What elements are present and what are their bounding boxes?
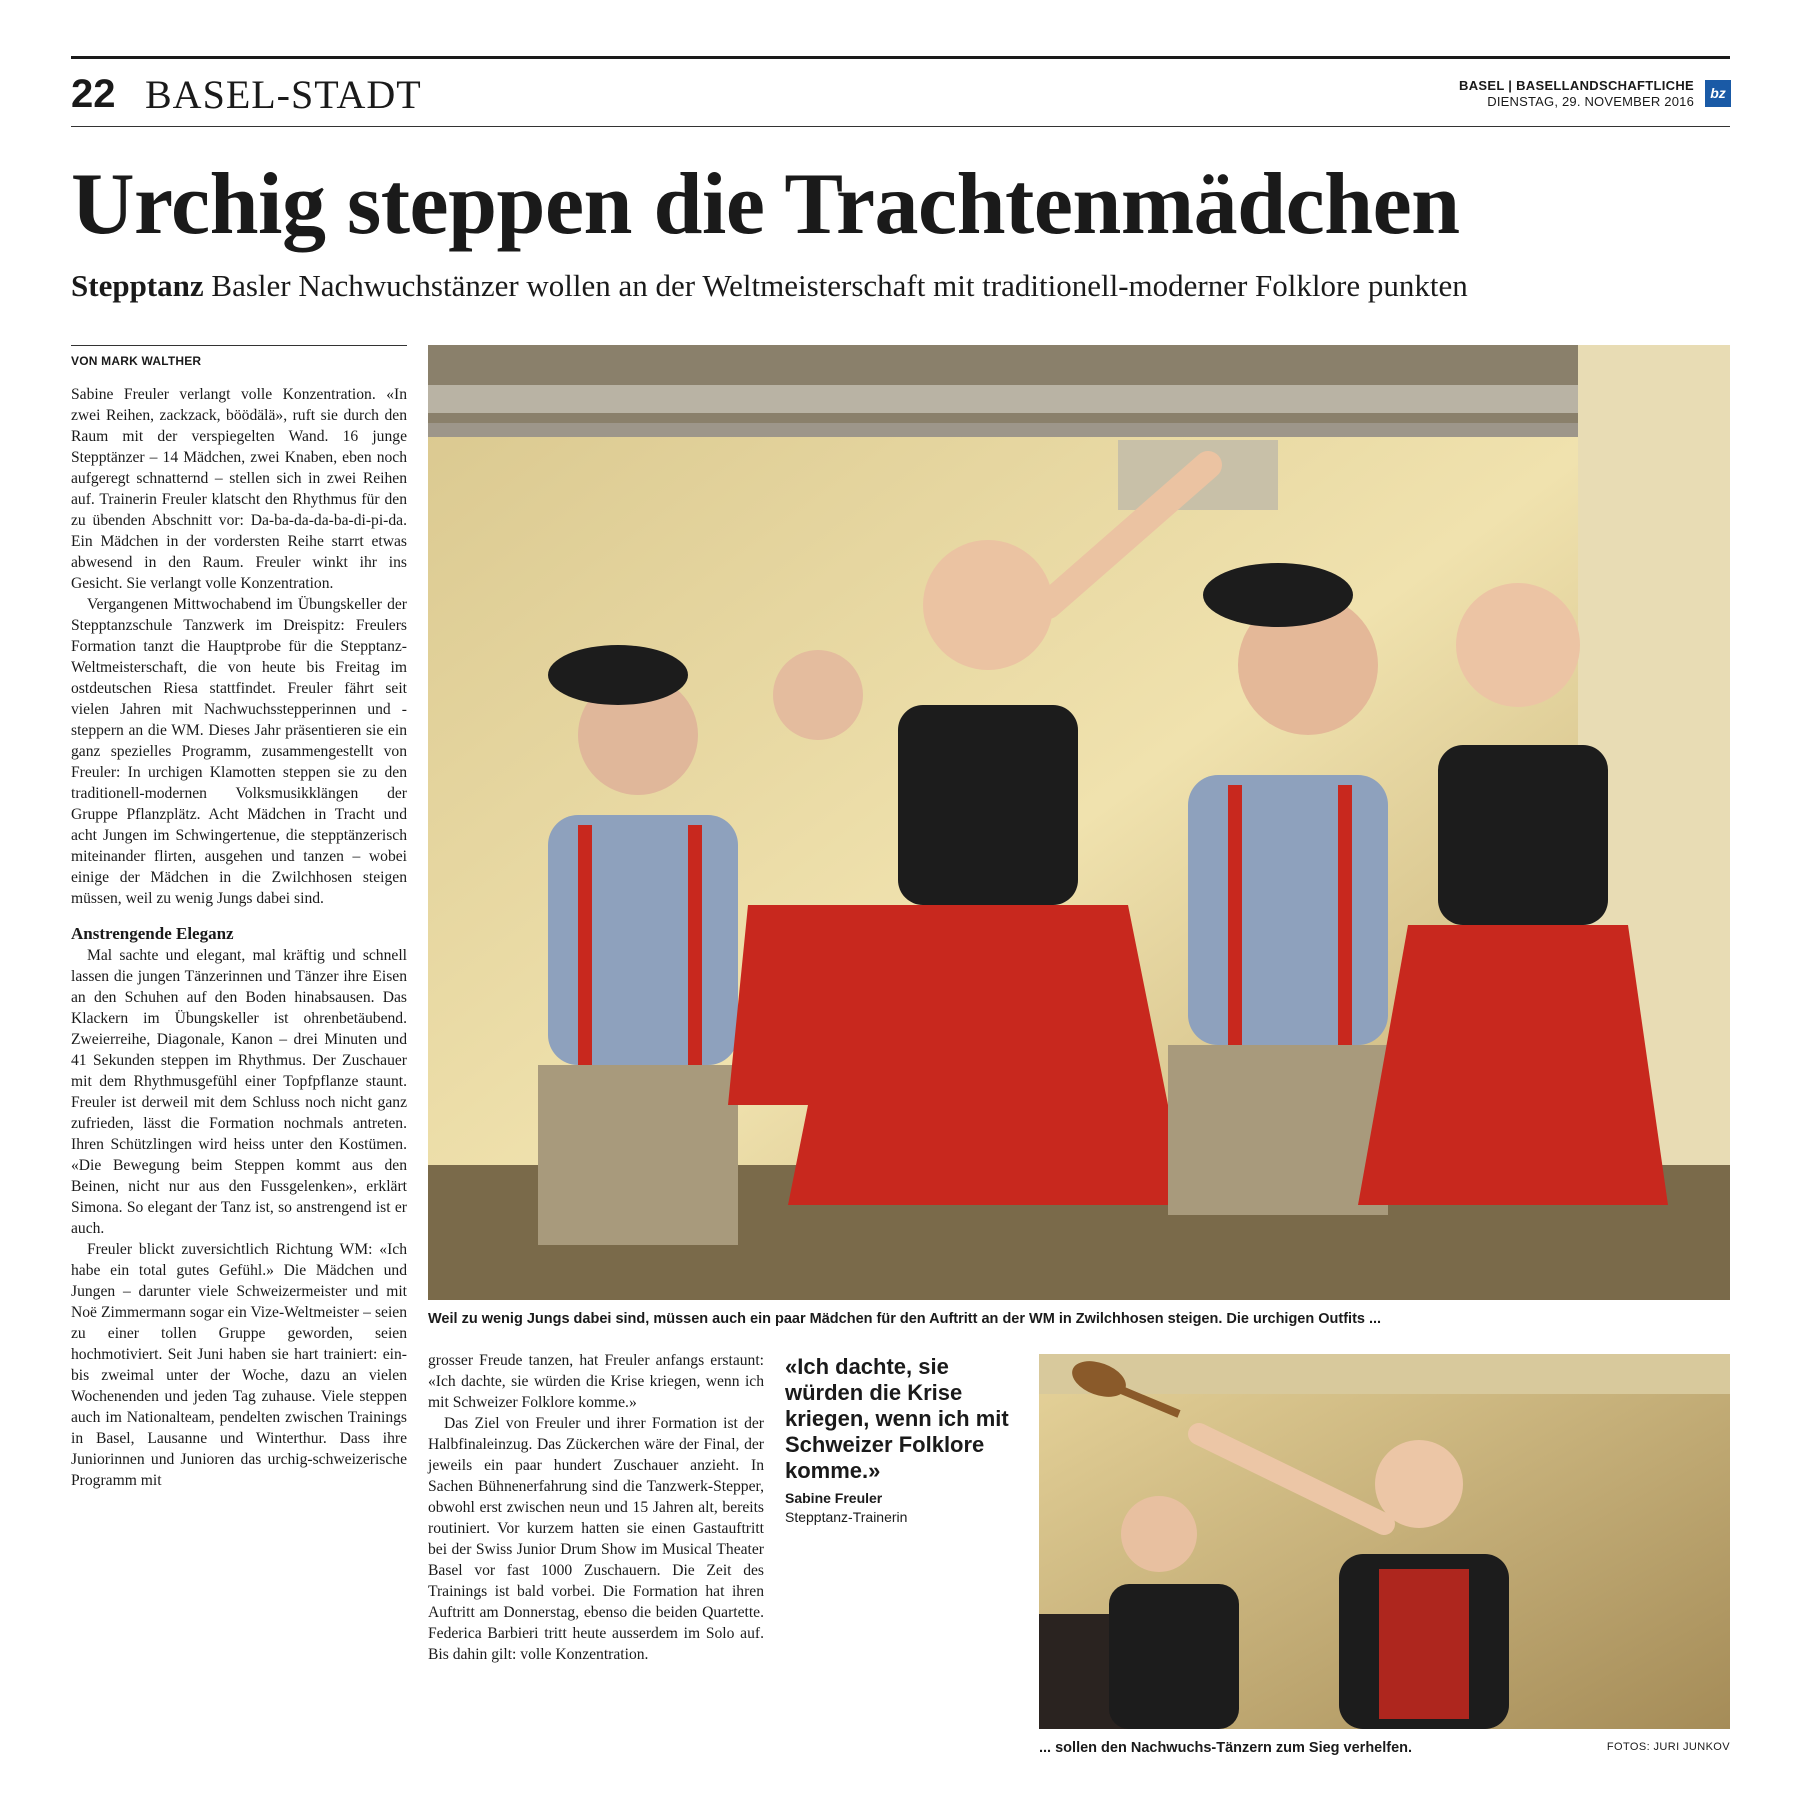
second-photo-caption: ... sollen den Nachwuchs-Tänzern zum Sieg verhelfen. bbox=[1039, 1740, 1413, 1756]
article-headline: Urchig steppen die Trachtenmädchen bbox=[71, 156, 1460, 253]
paragraph: grosser Freude tanzen, hat Freuler anfangs erstaunt: «Ich dachte, sie würden die Krise kriegen, wenn ich mit Schweizer Folklore komme.» bbox=[428, 1352, 764, 1411]
spoon-dancers-photo-illustration bbox=[1039, 1354, 1730, 1729]
masthead bbox=[1459, 78, 1728, 110]
page-number: 22 bbox=[71, 72, 116, 116]
pull-quote: «Ich dachte, sie würden die Krise kriegen, wenn ich mit Schweizer Folklore komme.» bbox=[785, 1354, 1009, 1483]
byline-rule bbox=[71, 345, 407, 346]
subheadline-text: Basler Nachwuchstänzer wollen an der Weltmeisterschaft mit traditionell-moderner Folklore punkten bbox=[211, 268, 1468, 303]
byline: VON MARK WALTHER bbox=[71, 354, 202, 368]
paragraph: Freuler blickt zuversichtlich Richtung WM: «Ich habe ein total gutes Gefühl.» Die Mädchen und Jungen – darunter viele Schweizermeister und mit Noë Zimmermann sogar ein Vize-Weltmeister – seien zu einer tollen Gruppe geworden, seien hochmotiviert. Seit Juni haben sie hart trainiert: ein- bis zweimal unter der Woche, dazu an vielen Wochenenden und jeden Tag zuhause. Viele steppen auch im Nationalteam, pendelten zwischen Trainings in Basel, Lausanne und Winterthur. Dass ihre Juniorinnen und Junioren das urchig-schweizerische Programm mit bbox=[71, 1241, 407, 1489]
paragraph: Das Ziel von Freuler und ihrer Formation ist der Halbfinaleinzug. Das Zückerchen wäre der Final, der jeweils ein paar hundert Zuschauer anzieht. In Sachen Bühnenerfahrung sind die Tanzwerk-Stepper, obwohl erst zwischen neun und 15 Jahren alt, bereits routiniert. Vor kurzem hatten sie einen Gastauftritt bei der Swiss Junior Drum Show im Musical Theater Basel vor fast 1000 Zuschauern. Die Zeit des Trainings ist bald vorbei. Die Formation hat ihren Auftritt am Donnerstag, ebenso die beiden Quartette. Federica Barbieri tritt heute ausserdem im Solo auf. Bis dahin gilt: volle Konzentration. bbox=[428, 1415, 764, 1663]
header-rule bbox=[71, 126, 1730, 127]
main-photo bbox=[428, 345, 1730, 1300]
article-subheadline bbox=[71, 266, 1468, 306]
photo-credit: FOTOS: JURI JUNKOV bbox=[1606, 1741, 1730, 1753]
article-column-1 bbox=[71, 384, 407, 1491]
paper-name: BASEL | BASELLANDSCHAFTLICHE bbox=[1459, 78, 1694, 93]
paragraph: Mal sachte und elegant, mal kräftig und schnell lassen die jungen Tänzerinnen und Tänzer ihre Eisen an den Schuhen auf den Boden hinabsausen. Das Klackern im Übungskeller ist ohrenbetäubend. Zweierreihe, Diagonale, Kanon – drei Minuten und 41 Sekunden steppen im Rhythmus. Der Zuschauer mit dem Rhythmusgefühl einer Topfpflanze staunt. Freuler ist derweil mit dem Schluss noch nicht ganz zufrieden, lässt die Formation nochmals antreten. Ihren Schützlingen wird heiss unter den Kostümen. «Die Bewegung beim Steppen kommt aus den Beinen, nicht nur aus den Fussgelenken», erklärt Simona. So elegant der Tanz ist, so anstrengend ist er auch. bbox=[71, 947, 407, 1237]
main-photo-caption: Weil zu wenig Jungs dabei sind, müssen auch ein paar Mädchen für den Auftritt an der WM in Zwilchhosen steigen. Die urchigen Outfits ... bbox=[428, 1311, 1382, 1327]
paragraph: Sabine Freuler verlangt volle Konzentration. «In zwei Reihen, zackzack, böödälä», ruft sie durch den Raum mit der verspiegelten Wand. 16 junge Stepptänzer – 14 Mädchen, zwei Knaben, eben noch aufgeregt schnatternd – stellen sich in zwei Reihen auf. Trainerin Freuler klatscht den Rhythmus für den zu übenden Abschnitt vor: Da-ba-da-da-ba-di-pi-da. Ein Mädchen in der vordersten Reihe starrt etwas abwesend in den Raum. Freuler winkt ihr ins Gesicht. Sie verlangt volle Konzentration. bbox=[71, 386, 407, 592]
article-column-2 bbox=[428, 1350, 764, 1665]
quote-author: Sabine Freuler bbox=[785, 1490, 883, 1506]
top-rule bbox=[71, 56, 1730, 59]
issue-date: DIENSTAG, 29. NOVEMBER 2016 bbox=[1487, 94, 1694, 109]
quote-author-role: Stepptanz-Trainerin bbox=[785, 1509, 908, 1525]
section-title: BASEL-STADT bbox=[145, 72, 422, 117]
paragraph: Vergangenen Mittwochabend im Übungskeller der Stepptanzschule Tanzwerk im Dreispitz: Freulers Formation tanzt die Hauptprobe für die Stepptanz-Weltmeisterschaft, die von heute bis Freitag im ostdeutschen Riesa stattfindet. Freuler fährt seit vielen Jahren mit Nachwuchsstepperinnen und -steppern an die WM. Dieses Jahr präsentieren sie ein ganz spezielles Programm, zusammengestellt von Freuler: In urchigen Klamotten steppen sie zu den traditionell-modernen Volksmusikklängen der Gruppe Pflanzplätz. Acht Mädchen in Tracht und acht Jungen im Schwingertenue, die stepptänzerisch miteinander flirten, ausgehen und tanzen – wobei einige der Mädchen in die Zwilchhosen steigen müssen, weil zu wenig Jungs dabei sind. bbox=[71, 596, 407, 907]
bz-logo: bz bbox=[1705, 80, 1731, 107]
dancers-photo-illustration bbox=[428, 345, 1730, 1300]
section-subhead: Anstrengende Eleganz bbox=[71, 924, 234, 943]
second-photo bbox=[1039, 1354, 1730, 1729]
article-kicker: Stepptanz bbox=[71, 268, 204, 303]
